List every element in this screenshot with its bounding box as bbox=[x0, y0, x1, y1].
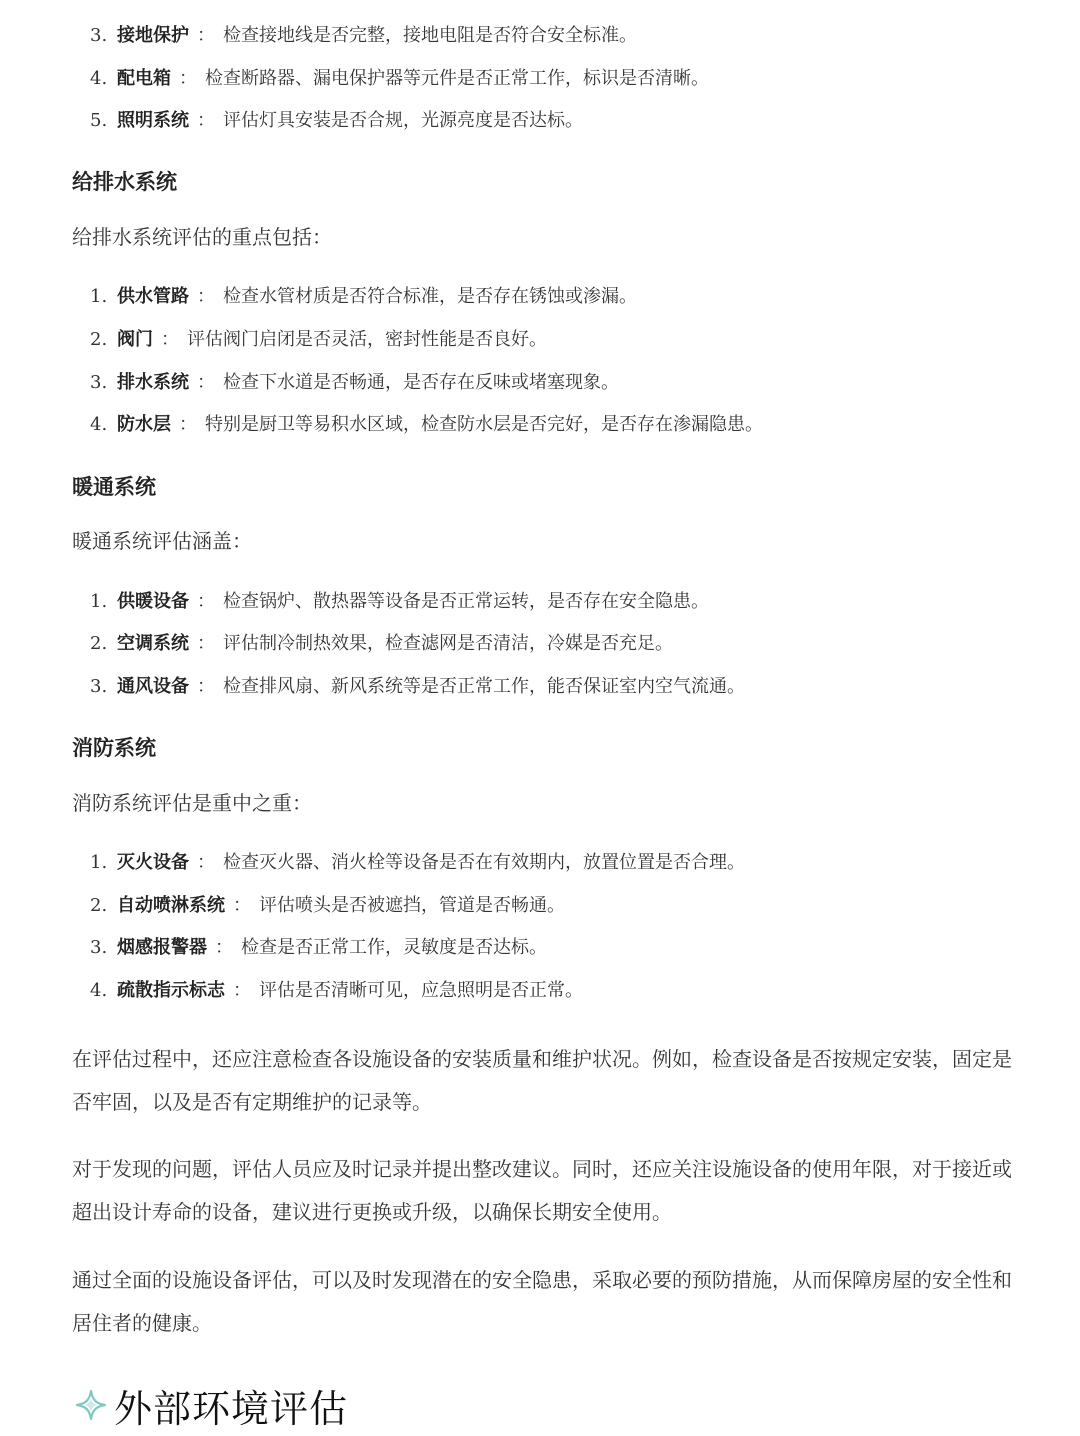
list-item: 4. 配电箱 ： 检查断路器、漏电保护器等元件是否正常工作，标识是否清晰。 bbox=[90, 68, 709, 89]
body-paragraph: 通过全面的设施设备评估，可以及时发现潜在的安全隐患，采取必要的预防措施，从而保障房屋的安全性和居住者的健康。 bbox=[72, 1268, 1012, 1335]
section-intro-water: 给排水系统评估的重点包括： bbox=[72, 225, 332, 249]
list-item: 2. 阀门 ： 评估阀门启闭是否灵活，密封性能是否良好。 bbox=[90, 329, 547, 350]
list-item: 2. 自动喷淋系统 ： 评估喷头是否被遮挡，管道是否畅通。 bbox=[90, 895, 565, 916]
body-paragraph: 在评估过程中，还应注意检查各设施设备的安装质量和维护状况。例如，检查设备是否按规定安装，固定是否牢固，以及是否有定期维护的记录等。 bbox=[72, 1047, 1012, 1114]
section-title bbox=[76, 1375, 348, 1435]
list-item: 1. 供水管路 ： 检查水管材质是否符合标准，是否存在锈蚀或渗漏。 bbox=[90, 286, 637, 307]
section-heading-water: 给排水系统 bbox=[72, 169, 177, 194]
diamond-sparkle-icon bbox=[76, 1390, 106, 1420]
list-item: 3. 排水系统 ： 检查下水道是否畅通，是否存在反味或堵塞现象。 bbox=[90, 372, 619, 393]
list-item: 1. 供暖设备 ： 检查锅炉、散热器等设备是否正常运转，是否存在安全隐患。 bbox=[90, 591, 709, 612]
section-intro-hvac: 暖通系统评估涵盖： bbox=[72, 529, 252, 553]
list-item: 4. 防水层 ： 特别是厨卫等易积水区域，检查防水层是否完好，是否存在渗漏隐患。 bbox=[90, 414, 763, 435]
section-heading-fire: 消防系统 bbox=[72, 735, 156, 760]
list-item: 3. 接地保护 ： 检查接地线是否完整，接地电阻是否符合安全标准。 bbox=[90, 25, 637, 46]
list-item: 4. 疏散指示标志 ： 评估是否清晰可见，应急照明是否正常。 bbox=[90, 980, 583, 1001]
body-paragraph: 对于发现的问题，评估人员应及时记录并提出整改建议。同时，还应关注设施设备的使用年限，对于接近或超出设计寿命的设备，建议进行更换或升级，以确保长期安全使用。 bbox=[72, 1157, 1012, 1224]
section-title-text: 外部环境评估 bbox=[114, 1386, 349, 1431]
list-item: 3. 烟感报警器 ： 检查是否正常工作，灵敏度是否达标。 bbox=[90, 937, 547, 958]
section-intro-fire: 消防系统评估是重中之重： bbox=[72, 791, 312, 815]
list-item: 1. 灭火设备 ： 检查灭火器、消火栓等设备是否在有效期内，放置位置是否合理。 bbox=[90, 852, 745, 873]
list-item: 3. 通风设备 ： 检查排风扇、新风系统等是否正常工作，能否保证室内空气流通。 bbox=[90, 676, 745, 697]
list-item: 2. 空调系统 ： 评估制冷制热效果，检查滤网是否清洁，冷媒是否充足。 bbox=[90, 633, 673, 654]
section-heading-hvac: 暖通系统 bbox=[72, 474, 156, 499]
list-item: 5. 照明系统 ： 评估灯具安装是否合规，光源亮度是否达标。 bbox=[90, 110, 583, 131]
